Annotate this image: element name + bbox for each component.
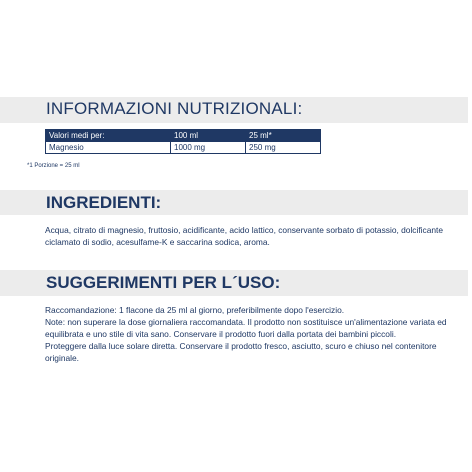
nutrition-heading: INFORMAZIONI NUTRIZIONALI: [46, 99, 303, 118]
nutrition-table-header [46, 130, 321, 142]
table-row [46, 142, 321, 154]
header-cell-25ml: 25 ml* [246, 130, 321, 142]
row-cell-nutrient: Magnesio [46, 142, 171, 154]
ingredients-heading-band [0, 190, 468, 215]
nutrition-heading-band [0, 97, 468, 123]
suggestion-note: Note: non superare la dose giornaliera raccomandata. Il prodotto non sostituisce un'alimentazione variata ed equilibrata e uno stile di vita sano. Conservare il prodotto fuori dalla portata dei bambini piccoli. [45, 317, 447, 339]
row-cell-25ml: 250 mg [246, 142, 321, 154]
suggestions-heading: SUGGERIMENTI PER L´USO: [46, 273, 281, 292]
suggestions-text [45, 304, 470, 364]
ingredients-heading: INGREDIENTI: [46, 193, 162, 212]
nutrition-table [45, 129, 321, 154]
header-cell-label: Valori medi per: [46, 130, 171, 142]
header-cell-100ml: 100 ml [171, 130, 246, 142]
suggestion-storage: Proteggere dalla luce solare diretta. Conservare il prodotto fresco, asciutto, scuro e chiuso nel contenitore originale. [45, 341, 437, 363]
suggestion-recommendation: Raccomandazione: 1 flacone da 25 ml al giorno, preferibilmente dopo l'esercizio. [45, 305, 345, 315]
suggestions-heading-band [0, 270, 468, 296]
row-cell-100ml: 1000 mg [171, 142, 246, 154]
portion-footnote: *1 Porzione = 25 ml [27, 163, 80, 169]
ingredients-text: Acqua, citrato di magnesio, fruttosio, acidificante, acido lattico, conservante sorbato di potassio, dolcificante ciclamato di sodio, acesulfame-K e saccarina sodica, aroma. [45, 225, 444, 247]
